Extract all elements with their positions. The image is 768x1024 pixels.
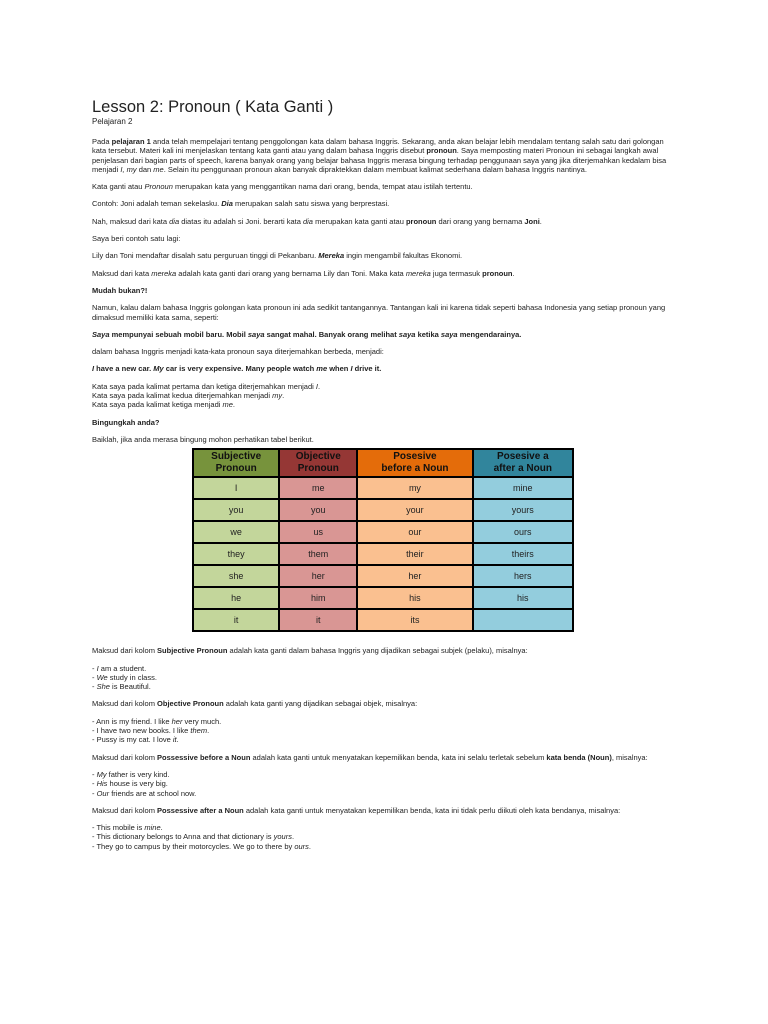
table-header-row: [194, 450, 572, 476]
table-cell: yours: [474, 500, 572, 520]
table-cell: their: [358, 544, 471, 564]
translation-line: Kata saya pada kalimat ketiga menjadi me.: [92, 400, 236, 410]
list-item: - His house is very big.: [92, 779, 672, 788]
page-title: Lesson 2: Pronoun ( Kata Ganti ): [92, 98, 334, 116]
list-item: - Ann is my friend. I like her very much.: [92, 717, 672, 726]
list-item: - Pussy is my cat. I love it.: [92, 735, 672, 744]
namun-paragraph: Namun, kalau dalam bahasa Inggris golongan kata pronoun ini ada sedikit tantangannya. Tantangan kali ini karena tidak seperti bahasa Indonesia yang setiap pronoun yang dimaksud memiliki kata sama, seperti:: [92, 303, 666, 322]
table-cell: theirs: [474, 544, 572, 564]
subjective-examples: [92, 664, 672, 692]
list-item: - I am a student.: [92, 664, 672, 673]
table-cell: you: [280, 500, 356, 520]
table-cell: her: [358, 566, 471, 586]
page-subtitle: Pelajaran 2: [92, 117, 133, 126]
table-cell: we: [194, 522, 278, 542]
table-cell: I: [194, 478, 278, 498]
table-cell: your: [358, 500, 471, 520]
table-cell: his: [358, 588, 471, 608]
bingung-heading: Bingungkah anda?: [92, 417, 160, 427]
document-page: [92, 97, 672, 859]
table-row: [194, 544, 572, 564]
table-cell: our: [358, 522, 471, 542]
table-cell: its: [358, 610, 471, 630]
table-cell: her: [280, 566, 356, 586]
dalam-paragraph: dalam bahasa Inggris menjadi kata-kata pronoun saya diterjemahkan berbeda, menjadi:: [92, 347, 384, 357]
objective-examples: [92, 717, 672, 745]
table-cell: it: [194, 610, 278, 630]
header-subjective: Subjective Pronoun: [194, 450, 278, 476]
table-cell: us: [280, 522, 356, 542]
baiklah-paragraph: Baiklah, jika anda merasa bingung mohon perhatikan tabel berikut.: [92, 434, 314, 444]
subjective-paragraph: Maksud dari kolom Subjective Pronoun adalah kata ganti dalam bahasa Inggris yang dijadikan sebagai subjek (pelaku), misalnya:: [92, 646, 528, 656]
table-cell: mine: [474, 478, 572, 498]
another-example-paragraph: Saya beri contoh satu lagi:: [92, 234, 181, 244]
table-cell: hers: [474, 566, 572, 586]
list-item: - Our friends are at school now.: [92, 789, 672, 798]
possessive-after-paragraph: Maksud dari kolom Possessive after a Noun adalah kata ganti untuk menyatakan kepemilikan benda, kata ini tidak perlu diikuti oleh kata bendanya, misalnya:: [92, 805, 621, 815]
table-row: [194, 500, 572, 520]
translation-line: Kata saya pada kalimat pertama dan ketiga diterjemahkan menjadi I.: [92, 381, 321, 391]
table-row: [194, 478, 572, 498]
list-item: - I have two new books. I like them.: [92, 726, 672, 735]
list-item: - They go to campus by their motorcycles. We go to there by ours.: [92, 842, 672, 851]
table-cell: me: [280, 478, 356, 498]
table-cell: you: [194, 500, 278, 520]
definition-paragraph: Kata ganti atau Pronoun merupakan kata yang menggantikan nama dari orang, benda, tempat atau istilah tertentu.: [92, 182, 473, 192]
pronoun-table: [192, 448, 574, 632]
list-item: - This dictionary belongs to Anna and that dictionary is yours.: [92, 832, 672, 841]
table-cell: his: [474, 588, 572, 608]
table-row: [194, 522, 572, 542]
table-row: [194, 588, 572, 608]
header-objective: Objective Pronoun: [280, 450, 356, 476]
table-cell: ours: [474, 522, 572, 542]
table-cell: it: [280, 610, 356, 630]
explanation-paragraph: Nah, maksud dari kata dia diatas itu adalah si Joni. berarti kata dia merupakan kata ganti atau pronoun dari orang yang bernama Joni.: [92, 216, 542, 226]
list-item: - We study in class.: [92, 673, 672, 682]
example-paragraph: Contoh: Joni adalah teman sekelasku. Dia merupakan salah satu siswa yang berprestasi.: [92, 199, 390, 209]
pronoun-table-wrapper: [192, 448, 574, 632]
table-cell: [474, 610, 572, 630]
possessive-before-paragraph: Maksud dari kolom Possessive before a Noun adalah kata ganti untuk menyatakan kepemilikan benda, kata ini selalu terletak sebelum kata benda (Noun), misalnya:: [92, 752, 648, 762]
list-item: - She is Beautiful.: [92, 682, 672, 691]
list-item: - My father is very kind.: [92, 770, 672, 779]
possessive-after-examples: [92, 823, 672, 851]
table-cell: him: [280, 588, 356, 608]
objective-paragraph: Maksud dari kolom Objective Pronoun adalah kata ganti yang dijadikan sebagai objek, misalnya:: [92, 699, 418, 709]
mudah-heading: Mudah bukan?!: [92, 285, 148, 295]
translation-lines: [92, 382, 672, 410]
saya-sentence: Saya mempunyai sebuah mobil baru. Mobil saya sangat mahal. Banyak orang melihat saya ketika saya mengendarainya.: [92, 329, 522, 339]
possessive-before-examples: [92, 770, 672, 798]
intro-paragraph: Pada pelajaran 1 anda telah mempelajari tentang penggolongan kata dalam bahasa Inggris. Sekarang, anda akan belajar lebih mendalam tentang salah satu dari golongan kata tersebut. Materi kali ini menjelaskan tentang kata ganti atau yang dalam bahasa Inggris disebut pronoun. Saya memposting materi Pronoun ini sebagai langkah awal penjelasan dari bagian parts of speech, karena banyak orang yang belajar bahasa Inggris merasa bingung terhadap penggunaan saya yang jika diterjemahkan kedalam bisa menjadi I, my dan me. Selain itu penggunaan pronoun akan banyak dipraktekkan dalam membuat kalimat sederhana dalam bahasa Inggris nantinya.: [92, 137, 667, 174]
table-cell: he: [194, 588, 278, 608]
table-row: [194, 610, 572, 630]
translation-line: Kata saya pada kalimat kedua diterjemahkan menjadi my.: [92, 391, 285, 401]
table-row: [194, 566, 572, 586]
table-cell: she: [194, 566, 278, 586]
table-cell: them: [280, 544, 356, 564]
header-possessive-before: Posesive before a Noun: [358, 450, 471, 476]
english-sentence: I have a new car. My car is very expensive. Many people watch me when I drive it.: [92, 364, 382, 374]
list-item: - This mobile is mine.: [92, 823, 672, 832]
lily-paragraph: Lily dan Toni mendaftar disalah satu perguruan tinggi di Pekanbaru. Mereka ingin mengambil fakultas Ekonomi.: [92, 251, 463, 261]
mereka-paragraph: Maksud dari kata mereka adalah kata ganti dari orang yang bernama Lily dan Toni. Maka kata mereka juga termasuk pronoun.: [92, 268, 515, 278]
table-cell: my: [358, 478, 471, 498]
table-cell: they: [194, 544, 278, 564]
header-possessive-after: Posesive a after a Noun: [474, 450, 572, 476]
